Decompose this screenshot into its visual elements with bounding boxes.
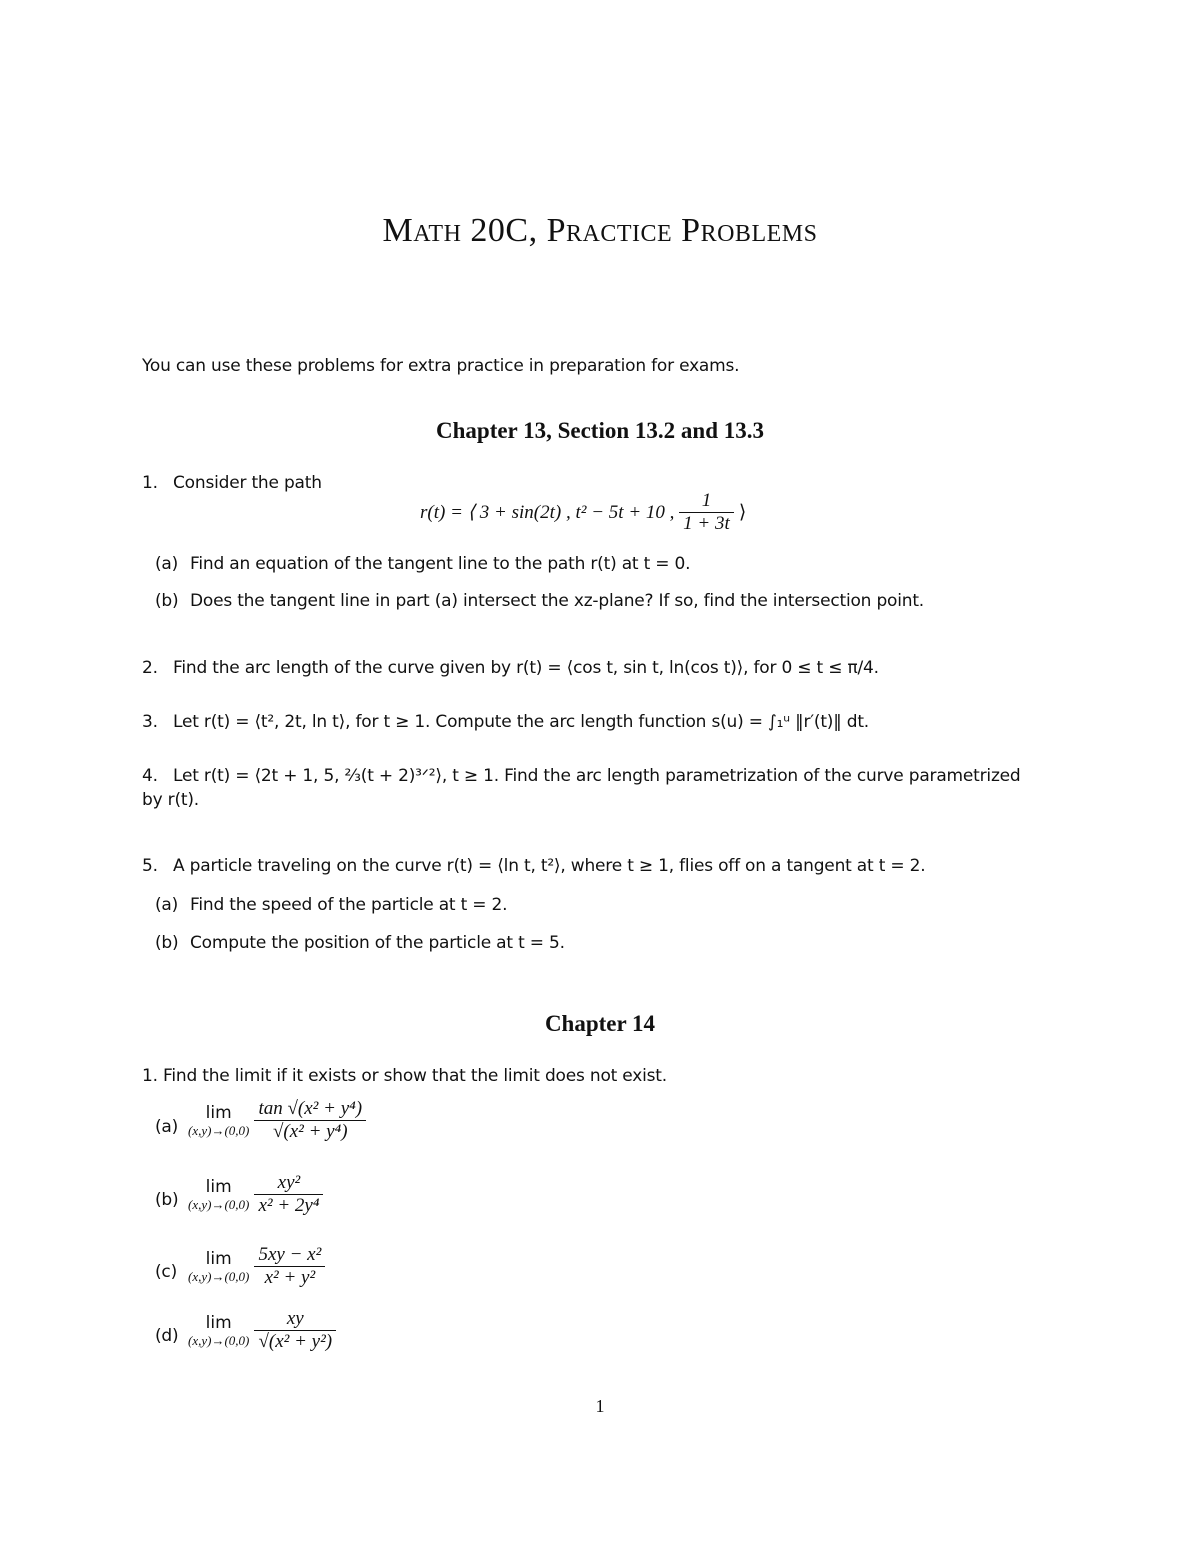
chapter-14-heading: Chapter 14	[544, 1011, 656, 1036]
equation-close: ⟩	[738, 502, 747, 523]
problem-1a-text: Find an equation of the tangent line to the path r(t) at t = 0.	[190, 554, 691, 574]
fraction-numerator: 5xy − x²	[254, 1244, 325, 1267]
limit-operator	[188, 1177, 249, 1213]
limit-c-label: (c)	[155, 1262, 178, 1282]
limit-d-fraction	[254, 1308, 336, 1353]
problem-2-text: Find the arc length of the curve given by r(t) = ⟨cos t, sin t, ln(cos t)⟩, for 0 ≤ t ≤ π/4.	[173, 658, 879, 678]
problem-1b-text: Does the tangent line in part (a) intersect the xz-plane? If so, find the intersection point.	[190, 591, 925, 611]
problem-3-text: Let r(t) = ⟨t², 2t, ln t⟩, for t ≥ 1. Compute the arc length function s(u) = ∫₁ᵘ ‖r′(t)‖ dt.	[173, 712, 870, 732]
lim-word: lim	[205, 1176, 232, 1197]
limit-operator	[188, 1103, 249, 1139]
problem-2-label: 2.	[142, 658, 158, 678]
problem-4-label: 4.	[142, 766, 158, 786]
lim-subscript: (x,y)→(0,0)	[188, 1122, 250, 1138]
problem-5a-text: Find the speed of the particle at t = 2.	[190, 895, 508, 915]
limit-operator	[188, 1249, 249, 1285]
limit-d-expression	[188, 1308, 336, 1353]
equation-fraction	[679, 490, 734, 535]
limit-a-fraction	[254, 1098, 366, 1143]
fraction-numerator: 1	[679, 490, 734, 513]
equation-lhs: r(t) = ⟨ 3 + sin(2t) , t² − 5t + 10 ,	[420, 502, 680, 523]
limit-b-expression	[188, 1172, 323, 1217]
page-title: Math 20C, Practice Problems	[382, 212, 818, 249]
lim-word: lim	[205, 1102, 232, 1123]
limit-operator	[188, 1313, 249, 1349]
fraction-denominator: x² + 2y⁴	[258, 1195, 320, 1216]
lim-word: lim	[205, 1312, 232, 1333]
problem-1b-label: (b)	[155, 591, 179, 611]
fraction-numerator: xy	[254, 1308, 336, 1331]
limit-a-label: (a)	[155, 1117, 179, 1137]
problem-5-text: A particle traveling on the curve r(t) = ⟨ln t, t²⟩, where t ≥ 1, flies off on a tangent at t = 2.	[173, 856, 926, 876]
limit-b-fraction	[254, 1172, 323, 1217]
problem-1a-label: (a)	[155, 554, 179, 574]
fraction-numerator: xy²	[254, 1172, 323, 1195]
fraction-numerator: tan √(x² + y⁴)	[254, 1098, 366, 1121]
fraction-denominator: √(x² + y⁴)	[272, 1121, 348, 1142]
limit-d-label: (d)	[155, 1326, 179, 1346]
problem-5b-label: (b)	[155, 933, 179, 953]
fraction-denominator: x² + y²	[264, 1267, 316, 1288]
problem-1-label: 1.	[142, 473, 158, 493]
limit-c-fraction	[254, 1244, 325, 1289]
limit-a-expression	[188, 1098, 366, 1143]
problem-4-text-line1: Let r(t) = ⟨2t + 1, 5, ⅔(t + 2)³ᐟ²⟩, t ≥ 1. Find the arc length parametrization of the curve parametrized	[173, 766, 1021, 786]
lim-subscript: (x,y)→(0,0)	[188, 1196, 250, 1212]
problem-1-text: Consider the path	[173, 473, 322, 493]
fraction-denominator: 1 + 3t	[683, 513, 730, 534]
fraction-denominator: √(x² + y²)	[258, 1331, 333, 1352]
problem-5-label: 5.	[142, 856, 158, 876]
problem-1-equation	[420, 490, 746, 535]
problem-3-label: 3.	[142, 712, 158, 732]
lim-word: lim	[205, 1248, 232, 1269]
problem-5b-text: Compute the position of the particle at t = 5.	[190, 933, 565, 953]
intro-text: You can use these problems for extra practice in preparation for exams.	[142, 356, 740, 376]
chapter-13-heading: Chapter 13, Section 13.2 and 13.3	[436, 418, 764, 443]
page-number: 1	[595, 1396, 605, 1416]
lim-subscript: (x,y)→(0,0)	[188, 1332, 250, 1348]
lim-subscript: (x,y)→(0,0)	[188, 1268, 250, 1284]
limit-c-expression	[188, 1244, 325, 1289]
limit-b-label: (b)	[155, 1190, 179, 1210]
problem-4-text-line2: by r(t).	[142, 790, 199, 810]
ch14-problem-1-text: 1. Find the limit if it exists or show that the limit does not exist.	[142, 1066, 667, 1086]
problem-5a-label: (a)	[155, 895, 179, 915]
